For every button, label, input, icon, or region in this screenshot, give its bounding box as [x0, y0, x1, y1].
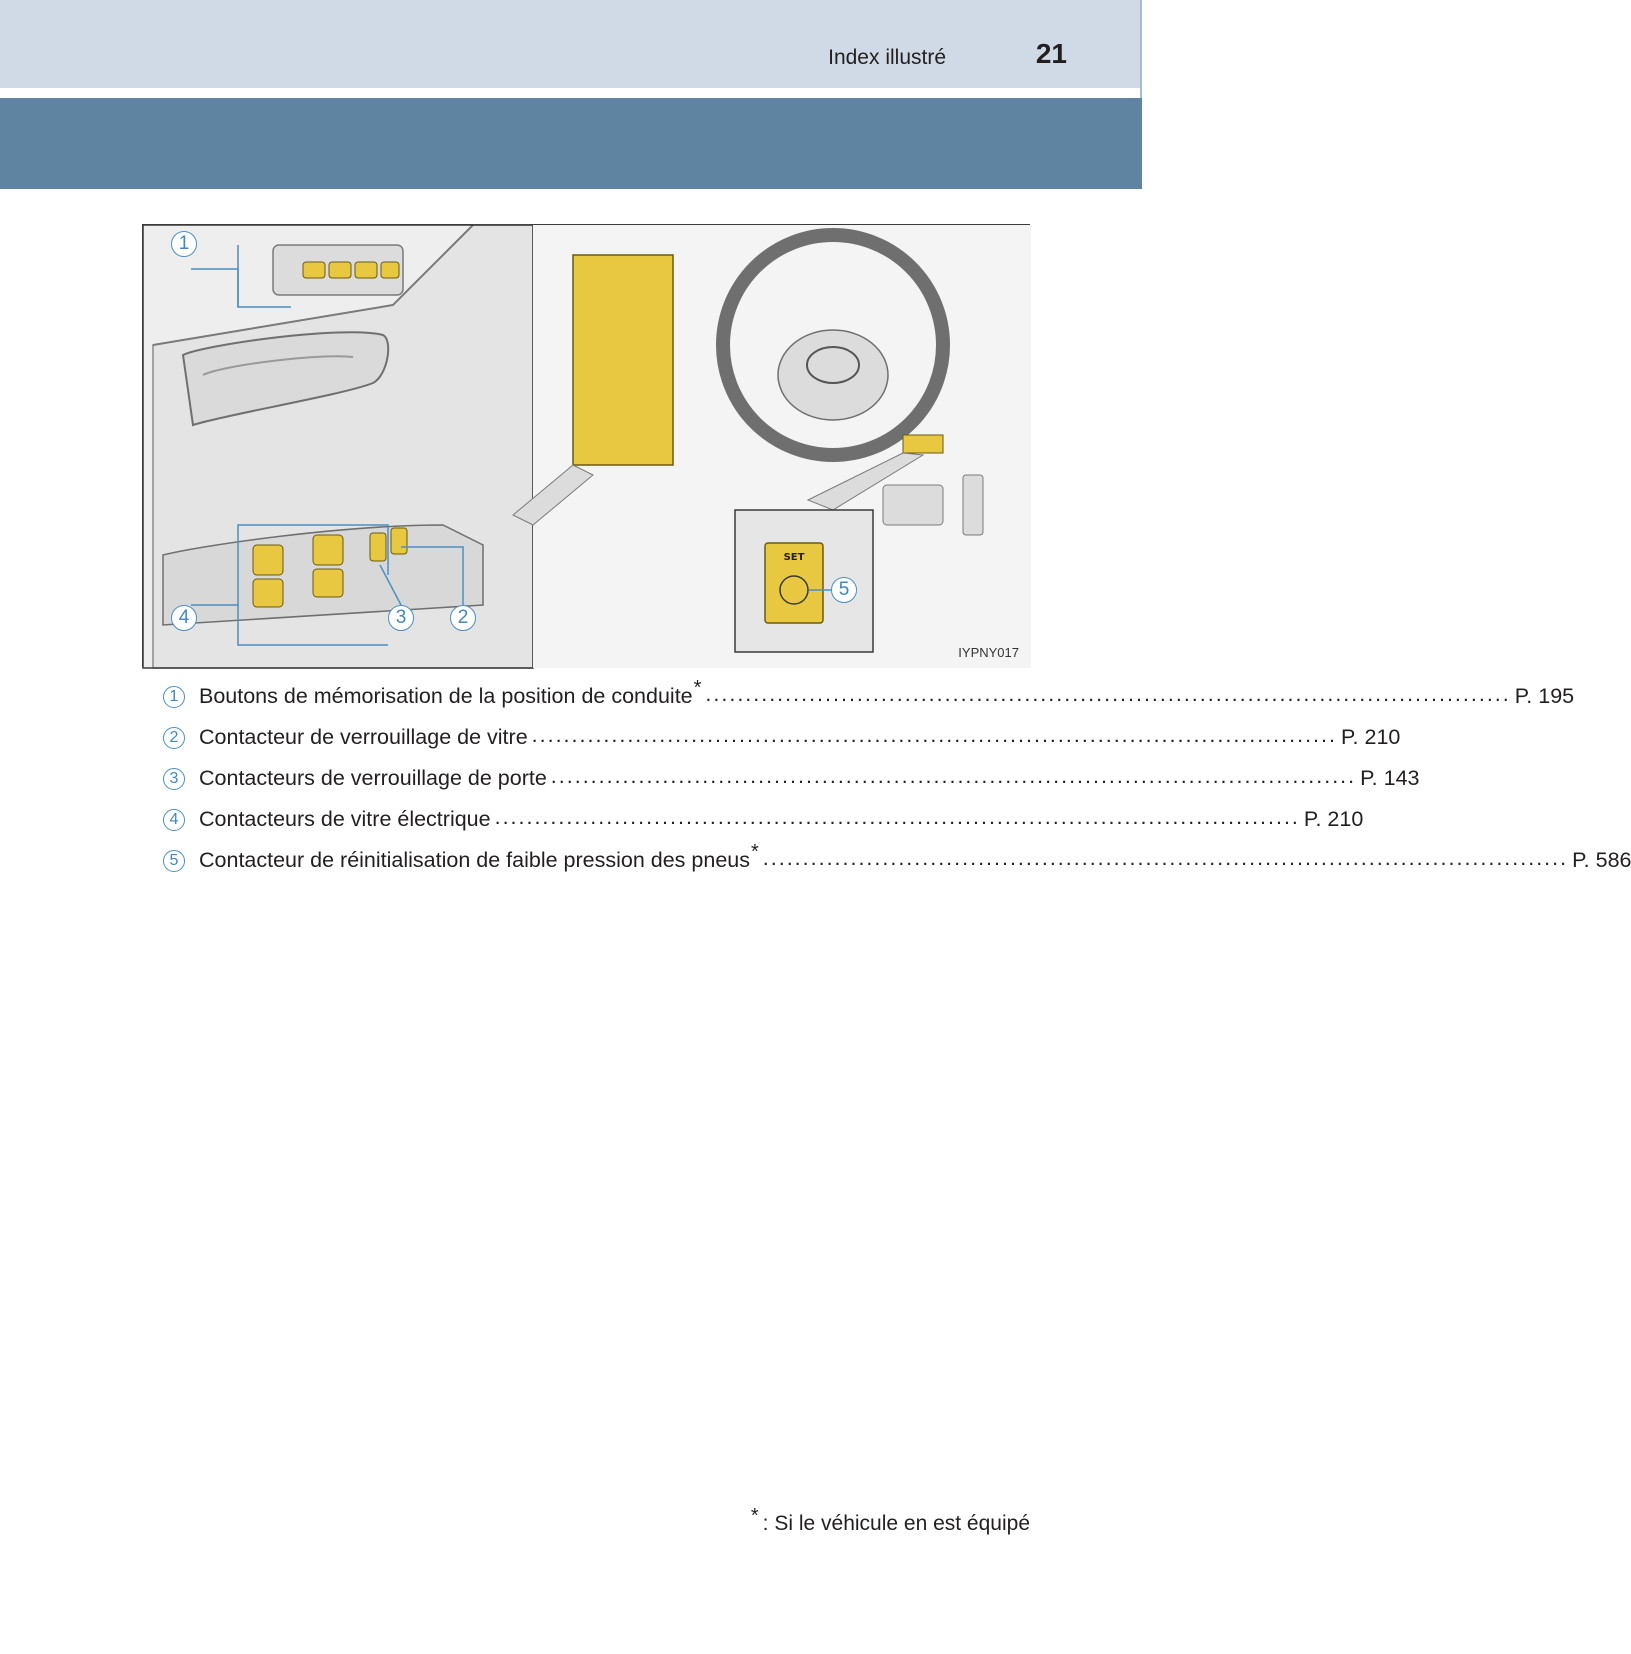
legend-number: 2	[163, 727, 185, 749]
callout-4: 4	[171, 605, 197, 631]
footnote-star: *	[750, 1505, 759, 1527]
callout-3: 3	[388, 605, 414, 631]
leader-dots: .....................................................................................................	[550, 764, 1357, 788]
window-switch-3	[313, 535, 343, 565]
page-number: 21	[1035, 38, 1067, 69]
leader-dots: .....................................................................................................	[494, 805, 1300, 829]
legend-item	[163, 676, 1575, 717]
legend-item	[163, 717, 1401, 758]
page-reference[interactable]: P. 143	[1360, 766, 1420, 790]
window-switch-2	[253, 579, 283, 607]
brake-pedal	[883, 485, 943, 525]
leader-dots: .....................................................................................................	[531, 723, 1337, 747]
header-band	[0, 0, 1142, 88]
window-switch-1	[253, 545, 283, 575]
legend-number: 1	[163, 686, 185, 708]
leader-dots: .....................................................................................................	[762, 846, 1569, 870]
legend-item	[163, 799, 1364, 840]
equipment-star: *	[693, 677, 702, 699]
memory-button-2	[329, 262, 351, 278]
legend-number: 4	[163, 809, 185, 831]
footnote	[750, 1505, 1030, 1536]
accelerator-pedal	[963, 475, 983, 535]
footnote-text: : Si le véhicule en est équipé	[762, 1512, 1030, 1535]
door-lock-switch	[370, 533, 386, 561]
section-title: Index illustré	[828, 46, 946, 69]
set-label: SET	[783, 552, 805, 563]
memory-button-3	[355, 262, 377, 278]
legend-number: 5	[163, 850, 185, 872]
legend-item	[163, 840, 1631, 881]
legend-text: Contacteurs de verrouillage de porte	[199, 766, 547, 790]
tpms-button-circle	[780, 576, 808, 604]
legend-list	[163, 676, 1631, 881]
callout-1: 1	[171, 231, 197, 257]
page-reference[interactable]: P. 195	[1514, 684, 1575, 708]
car-interior-illustration	[143, 225, 1031, 668]
legend-number: 3	[163, 768, 185, 790]
legend-text: Contacteurs de vitre électrique	[199, 807, 491, 831]
legend-item	[163, 758, 1420, 799]
tpms-location	[903, 435, 943, 453]
callout-2: 2	[450, 605, 476, 631]
equipment-star: *	[750, 841, 759, 863]
leader-dots: .....................................................................................................	[705, 682, 1511, 706]
section-banner	[0, 98, 1142, 189]
page-reference[interactable]: P. 586	[1572, 848, 1631, 872]
illustration-figure	[142, 224, 1030, 667]
window-lock-switch	[391, 528, 407, 554]
steering-hub	[778, 330, 888, 420]
legend-text: Contacteur de verrouillage de vitre	[199, 725, 528, 749]
page-reference[interactable]: P. 210	[1303, 807, 1364, 831]
figure-code: IYPNY017	[958, 645, 1019, 660]
legend-text: Contacteur de réinitialisation de faible pression des pneus	[199, 848, 750, 872]
window-switch-4	[313, 569, 343, 597]
callout-5: 5	[831, 577, 857, 603]
set-button	[381, 262, 399, 278]
memory-button-1	[303, 262, 325, 278]
door-highlight	[573, 255, 673, 465]
legend-text: Boutons de mémorisation de la position de conduite	[199, 684, 693, 708]
page-reference[interactable]: P. 210	[1340, 725, 1401, 749]
